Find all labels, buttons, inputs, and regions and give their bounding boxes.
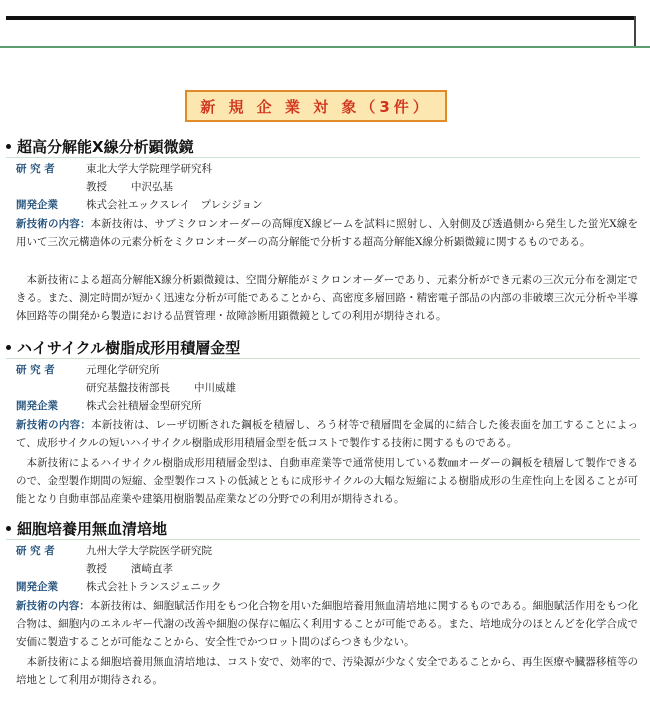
researcher-title: 教授 xyxy=(86,181,107,193)
company-name: 株式会社積層金型研究所 xyxy=(86,400,202,412)
researcher-title: 研究基盤技術部長 xyxy=(86,382,170,394)
company-name: 株式会社トランスジェニック xyxy=(86,581,222,593)
tech-content xyxy=(16,216,638,252)
company-name: 株式会社エックスレイ プレシジョン xyxy=(86,199,263,211)
researcher-title: 教授 xyxy=(86,563,107,575)
researcher-name-row xyxy=(86,178,173,196)
heading-divider xyxy=(6,358,640,359)
green-rule xyxy=(0,46,650,48)
section-title: 超高分解能X線分析顕微鏡 xyxy=(17,137,194,156)
tech-detail: 本新技術による超高分解能X線分析顕微鏡は、空間分解能がミクロンオーダーであり、元素分析ができ元素の三次元分布を測定できる。また、測定時間が短かく迅速な分析が可能であることから、高密度多層回路・精密電子部品の内部の非破壊三次元分析や半導体回路等の開発から製造における品質管理・故障診断用顕微鏡としての利用が期待される。 xyxy=(16,274,638,322)
researcher-label: 研 究 者 xyxy=(16,163,55,175)
bullet-icon xyxy=(6,526,11,531)
researcher-org: 東北大学大学院理学研究科 xyxy=(86,163,212,175)
researcher-name-row xyxy=(86,379,236,397)
researcher-row xyxy=(16,542,212,560)
side-rule xyxy=(634,16,636,48)
company-label: 開発企業 xyxy=(16,199,58,211)
researcher-name: 濱崎直孝 xyxy=(131,563,173,575)
researcher-name: 中川威雄 xyxy=(194,382,236,394)
tech-content-text: 本新技術は、レーザ切断された鋼板を積層し、ろう材等で積層間を金属的に結合した後表面を加工することによって、成形サイクルの短いハイサイクル樹脂成形用積層金型を低コストで製作する技術に関するものである。 xyxy=(16,419,639,449)
researcher-org: 九州大学大学院医学研究院 xyxy=(86,545,212,557)
section-title: ハイサイクル樹脂成形用積層金型 xyxy=(17,338,241,357)
section-title: 細胞培養用無血清培地 xyxy=(17,519,168,538)
researcher-label: 研 究 者 xyxy=(16,545,55,557)
researcher-org: 元理化学研究所 xyxy=(86,364,160,376)
section-heading xyxy=(6,337,240,357)
page-title: 新 規 企 業 対 象（3件） xyxy=(185,90,447,122)
company-label: 開発企業 xyxy=(16,581,58,593)
top-rule xyxy=(6,16,636,20)
company-row xyxy=(16,578,222,596)
researcher-label: 研 究 者 xyxy=(16,364,55,376)
tech-content xyxy=(16,417,638,453)
researcher-name: 中沢弘基 xyxy=(131,181,173,193)
bullet-icon xyxy=(6,345,11,350)
tech-label: 新技術の内容： xyxy=(16,218,91,230)
tech-detail: 本新技術による細胞培養用無血清培地は、コスト安で、効率的で、汚染源が少なく安全であることから、再生医療や臓器移植等の培地として利用が期待される。 xyxy=(16,656,638,686)
heading-divider xyxy=(6,157,640,158)
researcher-name-row xyxy=(86,560,173,578)
company-row xyxy=(16,196,263,214)
company-row xyxy=(16,397,202,415)
researcher-row xyxy=(16,160,212,178)
tech-detail: 本新技術によるハイサイクル樹脂成形用積層金型は、自動車産業等で通常使用している数㎜オーダーの鋼板を積層して製作できるので、金型製作期間の短縮、金型製作コストの低減とともに成形サイクルの大幅な短縮による樹脂成形の生産性向上を図ることが可能となり自動車部品産業や建築用樹脂製品産業などの分野での利用が期待される。 xyxy=(16,457,638,505)
tech-content-text: 本新技術は、サブミクロンオーダーの高輝度X線ビームを試料に照射し、入射側及び透過側から発生した蛍光X線を用いて三次元構造体の元素分析をミクロンオーダーの高分解能で分析する超高分解能X線分析顕微鏡に関するものである。 xyxy=(16,218,639,248)
heading-divider xyxy=(6,539,640,540)
section-heading xyxy=(6,136,194,156)
company-label: 開発企業 xyxy=(16,400,58,412)
section-heading xyxy=(6,518,167,538)
tech-content-text: 本新技術は、細胞賦活作用をもつ化合物を用いた細胞培養用無血清培地に関するものである。細胞賦活作用をもつ化合物は、細胞内のエネルギー代謝の改善や細胞の保存に幅広く利用することが可能である。また、培地成分のほとんどを化学合成で安価に製造することが可能なことから、安全性でかつロット間のばらつきも少ない。 xyxy=(16,600,639,648)
researcher-row xyxy=(16,361,160,379)
bullet-icon xyxy=(6,144,11,149)
tech-content xyxy=(16,598,638,651)
tech-label: 新技術の内容： xyxy=(16,600,90,612)
tech-label: 新技術の内容： xyxy=(16,419,92,431)
